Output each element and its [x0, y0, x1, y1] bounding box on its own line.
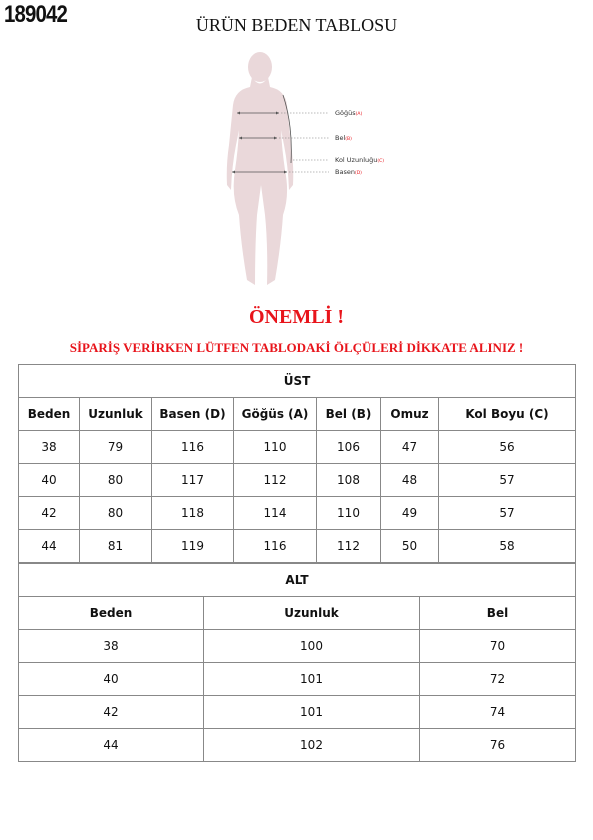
- column-header: Basen (D): [152, 398, 234, 431]
- table-cell: 42: [19, 497, 80, 530]
- bottom-header-row: [19, 597, 576, 630]
- product-code: 189042: [4, 1, 67, 28]
- table-cell: 40: [19, 464, 80, 497]
- table-cell: 117: [152, 464, 234, 497]
- table-cell: 81: [80, 530, 152, 563]
- table-cell: 72: [420, 663, 576, 696]
- column-header: Omuz: [381, 398, 439, 431]
- table-cell: 108: [317, 464, 381, 497]
- table-cell: 57: [439, 464, 576, 497]
- table-cell: 110: [234, 431, 317, 464]
- table-cell: 112: [317, 530, 381, 563]
- table-cell: 79: [80, 431, 152, 464]
- table-row: [19, 630, 576, 663]
- table-row: [19, 530, 576, 563]
- table-cell: 101: [204, 696, 420, 729]
- top-header-row: [19, 398, 576, 431]
- table-cell: 106: [317, 431, 381, 464]
- table-cell: 50: [381, 530, 439, 563]
- table-cell: 47: [381, 431, 439, 464]
- label-sleeve-length: Kol Uzunluğu(C): [335, 156, 385, 164]
- table-cell: 101: [204, 663, 420, 696]
- table-cell: 38: [19, 431, 80, 464]
- label-waist: Bel(B): [335, 134, 352, 142]
- body-measurement-figure: [215, 45, 395, 295]
- bottom-size-table: [18, 563, 576, 762]
- table-row: [19, 431, 576, 464]
- table-cell: 74: [420, 696, 576, 729]
- page-title: ÜRÜN BEDEN TABLOSU: [195, 15, 398, 35]
- table-cell: 70: [420, 630, 576, 663]
- table-cell: 40: [19, 663, 204, 696]
- column-header: Beden: [19, 398, 80, 431]
- table-cell: 80: [80, 497, 152, 530]
- table-row: [19, 696, 576, 729]
- table-cell: 114: [234, 497, 317, 530]
- table-cell: 44: [19, 729, 204, 762]
- important-heading: ÖNEMLİ !: [249, 306, 344, 328]
- table-cell: 57: [439, 497, 576, 530]
- table-cell: 119: [152, 530, 234, 563]
- column-header: Bel (B): [317, 398, 381, 431]
- table-row: [19, 497, 576, 530]
- column-header: Uzunluk: [204, 597, 420, 630]
- bottom-section-title: ALT: [19, 564, 576, 597]
- label-hip: Basen(D): [335, 168, 362, 176]
- table-cell: 56: [439, 431, 576, 464]
- table-cell: 112: [234, 464, 317, 497]
- table-cell: 38: [19, 630, 204, 663]
- table-row: [19, 663, 576, 696]
- table-cell: 116: [234, 530, 317, 563]
- table-cell: 80: [80, 464, 152, 497]
- table-cell: 48: [381, 464, 439, 497]
- table-row: [19, 729, 576, 762]
- table-cell: 58: [439, 530, 576, 563]
- label-chest: Göğüs(A): [335, 109, 363, 117]
- column-header: Göğüs (A): [234, 398, 317, 431]
- table-cell: 118: [152, 497, 234, 530]
- table-cell: 100: [204, 630, 420, 663]
- table-row: [19, 464, 576, 497]
- table-cell: 49: [381, 497, 439, 530]
- top-size-table: [18, 364, 576, 563]
- table-cell: 102: [204, 729, 420, 762]
- column-header: Uzunluk: [80, 398, 152, 431]
- order-warning: SİPARİŞ VERİRKEN LÜTFEN TABLODAKİ ÖLÇÜLERİ DİKKATE ALINIZ !: [69, 340, 524, 355]
- column-header: Bel: [420, 597, 576, 630]
- table-cell: 42: [19, 696, 204, 729]
- table-cell: 116: [152, 431, 234, 464]
- table-cell: 110: [317, 497, 381, 530]
- column-header: Kol Boyu (C): [439, 398, 576, 431]
- table-cell: 76: [420, 729, 576, 762]
- table-cell: 44: [19, 530, 80, 563]
- column-header: Beden: [19, 597, 204, 630]
- top-section-title: ÜST: [19, 365, 576, 398]
